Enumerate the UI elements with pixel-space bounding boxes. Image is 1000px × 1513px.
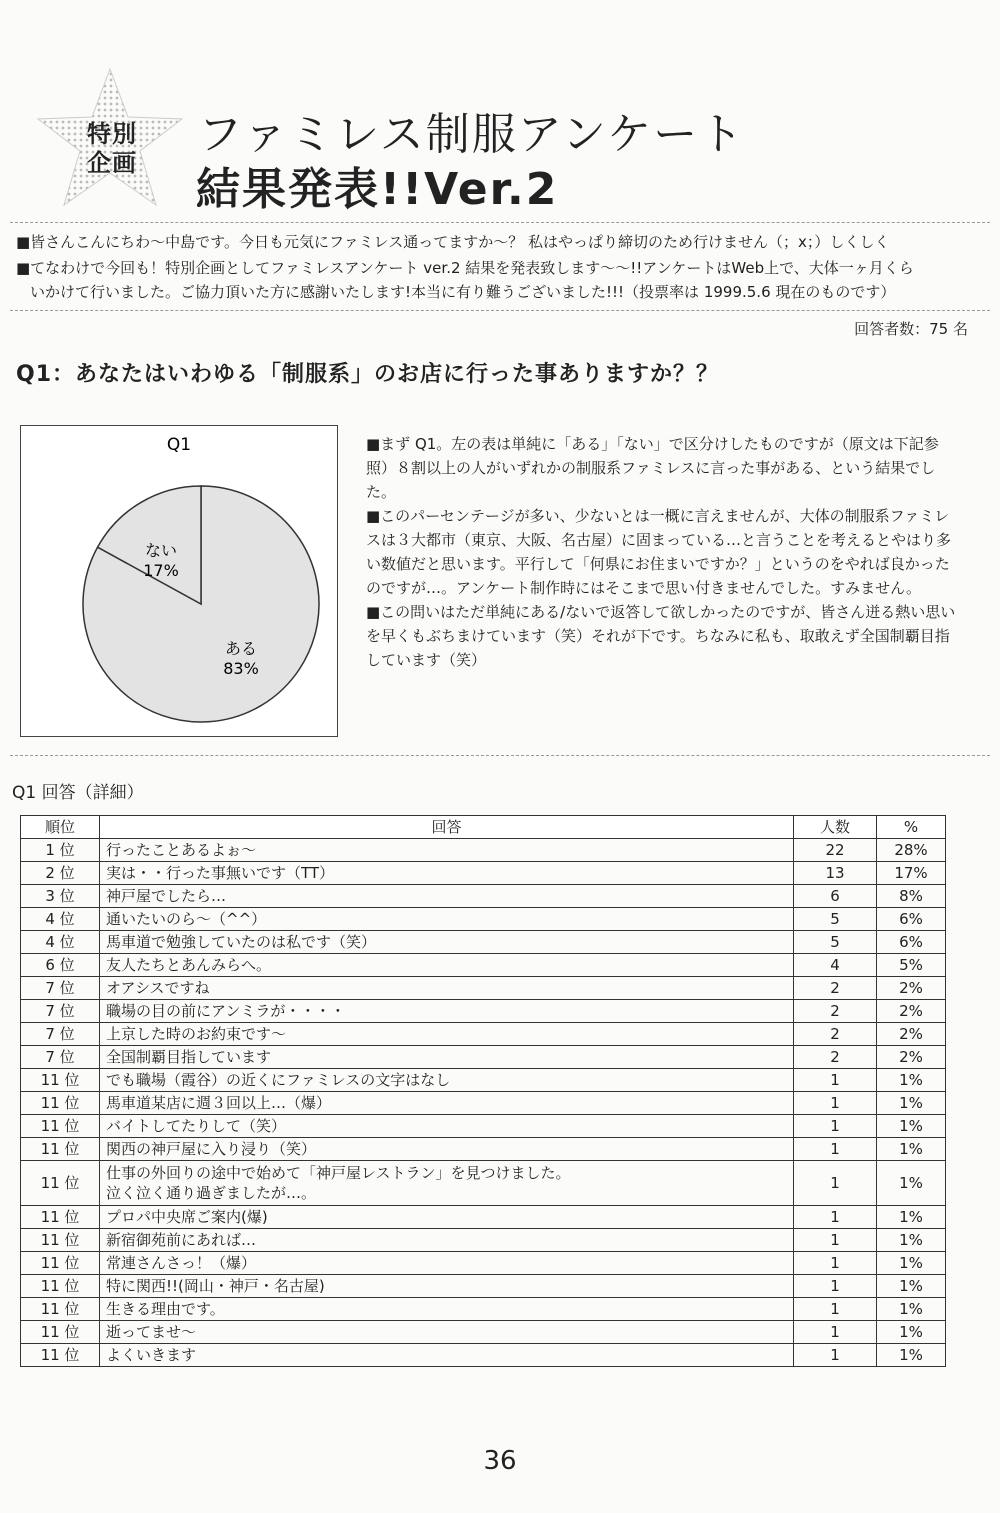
row-count: 13 <box>794 862 877 885</box>
row-count: 1 <box>794 1252 877 1275</box>
row-rank: 7 位 <box>21 1046 100 1069</box>
row-count: 2 <box>794 977 877 1000</box>
intro-line-2: ■てなわけで今回も！特別企画としてファミレスアンケート ver.2 結果を発表致します〜〜!!アンケートはWeb上で、大体一ヶ月くら <box>16 259 914 277</box>
row-rank: 7 位 <box>21 1023 100 1046</box>
row-rank: 11 位 <box>21 1161 100 1206</box>
row-count: 1 <box>794 1138 877 1161</box>
row-percent: 1% <box>877 1252 946 1275</box>
row-answer: 神戸屋でしたら… <box>100 885 794 908</box>
pie-slice-label: ある <box>224 639 258 658</box>
table-row <box>21 885 946 908</box>
row-answer: 逝ってませ〜 <box>100 1321 794 1344</box>
pie-slice-label: ない <box>144 541 178 560</box>
row-percent: 1% <box>877 1092 946 1115</box>
row-count: 1 <box>794 1321 877 1344</box>
table-title: Q1 回答（詳細） <box>12 783 144 803</box>
row-count: 6 <box>794 885 877 908</box>
row-answer: 馬車道で勉強していたのは私です（笑） <box>100 931 794 954</box>
row-percent: 1% <box>877 1206 946 1229</box>
row-percent: 17% <box>877 862 946 885</box>
respondent-count: 回答者数：75 名 <box>854 320 968 338</box>
table-row <box>21 977 946 1000</box>
table-row <box>21 1298 946 1321</box>
row-count: 1 <box>794 1115 877 1138</box>
table-row <box>21 862 946 885</box>
commentary-paragraph-1: ■まず Q1。左の表は単純に「ある」「ない」で区分けしたものですが（原文は下記参照）８割以上の人がいずれかの制服系ファミレスに言った事がある、という結果でした。 <box>366 435 939 501</box>
row-rank: 11 位 <box>21 1206 100 1229</box>
row-count: 2 <box>794 1000 877 1023</box>
row-percent: 2% <box>877 977 946 1000</box>
table-row <box>21 1161 946 1206</box>
row-answer: プロパ中央席ご案内(爆) <box>100 1206 794 1229</box>
row-answer: 馬車道某店に週３回以上…（爆） <box>100 1092 794 1115</box>
row-percent: 1% <box>877 1115 946 1138</box>
table-header-row <box>21 816 946 839</box>
row-percent: 2% <box>877 1023 946 1046</box>
page-title-line-1: ファミレス制服アンケート <box>198 109 746 160</box>
row-rank: 11 位 <box>21 1275 100 1298</box>
pie-slice-percent: 17% <box>143 561 179 580</box>
table-row <box>21 1252 946 1275</box>
row-rank: 11 位 <box>21 1252 100 1275</box>
row-rank: 11 位 <box>21 1069 100 1092</box>
row-rank: 11 位 <box>21 1321 100 1344</box>
row-answer <box>100 1161 794 1206</box>
row-count: 4 <box>794 954 877 977</box>
row-rank: 4 位 <box>21 908 100 931</box>
table-row <box>21 1023 946 1046</box>
row-answer: バイトしてたりして（笑） <box>100 1115 794 1138</box>
row-rank: 3 位 <box>21 885 100 908</box>
special-feature-badge <box>62 120 162 178</box>
row-count: 5 <box>794 908 877 931</box>
commentary-paragraph-3: ■この問いはただ単純にある/ないで返答して欲しかったのですが、皆さん迸る熱い思いを早くもぶちまけています（笑）それが下です。ちなみに私も、取敢えず全国制覇目指しています（笑） <box>366 603 956 669</box>
row-percent: 28% <box>877 839 946 862</box>
page-number: 36 <box>483 1446 517 1476</box>
commentary-paragraph-2: ■このパーセンテージが多い、少ないとは一概に言えませんが、大体の制服系ファミレスは３大都市（東京、大阪、名古屋）に固まっている…と言うことを考えるとやはり多い数値だと思います。平行して「何県にお住まいですか？」というのをやれば良かったのですが…。アンケート制作時にはそこまで思い付きませんでした。すみません。 <box>366 507 952 597</box>
row-rank: 11 位 <box>21 1298 100 1321</box>
row-rank: 7 位 <box>21 1000 100 1023</box>
badge-line-1: 特別 <box>87 120 137 148</box>
badge-line-2: 企画 <box>87 149 137 177</box>
row-rank: 4 位 <box>21 931 100 954</box>
row-percent: 8% <box>877 885 946 908</box>
table-row <box>21 1000 946 1023</box>
row-answer: オアシスですね <box>100 977 794 1000</box>
row-rank: 11 位 <box>21 1344 100 1367</box>
row-percent: 2% <box>877 1046 946 1069</box>
row-percent: 1% <box>877 1069 946 1092</box>
pie-chart-svg <box>21 426 337 736</box>
q1-pie-chart <box>20 425 338 737</box>
row-percent: 2% <box>877 1000 946 1023</box>
chart-title: Q1 <box>166 435 192 455</box>
row-count: 1 <box>794 1229 877 1252</box>
row-percent: 1% <box>877 1298 946 1321</box>
row-percent: 1% <box>877 1138 946 1161</box>
row-rank: 6 位 <box>21 954 100 977</box>
row-answer: 全国制覇目指しています <box>100 1046 794 1069</box>
table-row <box>21 931 946 954</box>
table-row <box>21 1046 946 1069</box>
row-answer: 新宿御苑前にあれば… <box>100 1229 794 1252</box>
row-count: 1 <box>794 1298 877 1321</box>
row-answer: 常連さんさっ！（爆） <box>100 1252 794 1275</box>
page-title-line-2: 結果発表!!Ver.2 <box>196 164 559 215</box>
row-answer: よくいきます <box>100 1344 794 1367</box>
results-table <box>20 815 946 1367</box>
intro-line-1: ■皆さんこんにちわ〜中島です。今日も元気にファミレス通ってますか〜？ 私はやっぱり締切のため行けません（；x；）しくしく <box>16 233 890 251</box>
row-count: 5 <box>794 931 877 954</box>
row-answer: 友人たちとあんみらへ。 <box>100 954 794 977</box>
table-row <box>21 1344 946 1367</box>
row-count: 2 <box>794 1046 877 1069</box>
row-answer: 行ったことあるよぉ〜 <box>100 839 794 862</box>
row-answer: 実は・・行った事無いです（TT） <box>100 862 794 885</box>
table-row <box>21 1229 946 1252</box>
row-rank: 11 位 <box>21 1115 100 1138</box>
q1-heading: Q1：あなたはいわゆる「制服系」のお店に行った事ありますか？？ <box>16 362 720 387</box>
table-row <box>21 1069 946 1092</box>
intro-line-3: いかけて行いました。ご協力頂いた方に感謝いたします!本当に有り難うございました!!!（投票率は 1999.5.6 現在のものです） <box>30 283 896 301</box>
row-answer: 特に関西!!(岡山・神戸・名古屋) <box>100 1275 794 1298</box>
row-answer: 上京した時のお約束です〜 <box>100 1023 794 1046</box>
pie-slice-percent: 83% <box>223 659 259 678</box>
row-answer: 関西の神戸屋に入り浸り（笑） <box>100 1138 794 1161</box>
header-rank: 順位 <box>21 816 100 839</box>
table-row <box>21 1275 946 1298</box>
row-answer-line: 仕事の外回りの途中で始めて「神戸屋レストラン」を見つけました。 <box>106 1164 571 1182</box>
row-percent: 6% <box>877 908 946 931</box>
row-percent: 1% <box>877 1344 946 1367</box>
row-rank: 1 位 <box>21 839 100 862</box>
row-answer: 通いたいのら〜（^^） <box>100 908 794 931</box>
table-row <box>21 1321 946 1344</box>
table-row <box>21 954 946 977</box>
q1-commentary <box>366 432 960 672</box>
row-count: 1 <box>794 1206 877 1229</box>
row-percent: 1% <box>877 1229 946 1252</box>
row-count: 1 <box>794 1344 877 1367</box>
header-count: 人数 <box>794 816 877 839</box>
table-row <box>21 839 946 862</box>
divider-bottom <box>10 310 990 311</box>
row-rank: 11 位 <box>21 1229 100 1252</box>
row-percent: 1% <box>877 1321 946 1344</box>
row-count: 1 <box>794 1161 877 1206</box>
row-answer: 職場の目の前にアンミラが・・・・ <box>100 1000 794 1023</box>
table-row <box>21 1206 946 1229</box>
row-rank: 11 位 <box>21 1138 100 1161</box>
row-percent: 6% <box>877 931 946 954</box>
header-percent: % <box>877 816 946 839</box>
divider-top <box>10 222 990 223</box>
row-count: 2 <box>794 1023 877 1046</box>
row-answer: 生きる理由です。 <box>100 1298 794 1321</box>
row-count: 22 <box>794 839 877 862</box>
divider-section <box>10 755 990 756</box>
table-row <box>21 1115 946 1138</box>
row-percent: 1% <box>877 1161 946 1206</box>
row-count: 1 <box>794 1069 877 1092</box>
table-row <box>21 1138 946 1161</box>
row-answer-line: 泣く泣く通り過ぎましたが…。 <box>106 1184 317 1202</box>
row-percent: 5% <box>877 954 946 977</box>
row-count: 1 <box>794 1092 877 1115</box>
row-rank: 7 位 <box>21 977 100 1000</box>
row-rank: 2 位 <box>21 862 100 885</box>
table-row <box>21 1092 946 1115</box>
header-answer: 回答 <box>100 816 794 839</box>
row-answer: でも職場（霞谷）の近くにファミレスの文字はなし <box>100 1069 794 1092</box>
row-count: 1 <box>794 1275 877 1298</box>
row-rank: 11 位 <box>21 1092 100 1115</box>
row-percent: 1% <box>877 1275 946 1298</box>
table-row <box>21 908 946 931</box>
